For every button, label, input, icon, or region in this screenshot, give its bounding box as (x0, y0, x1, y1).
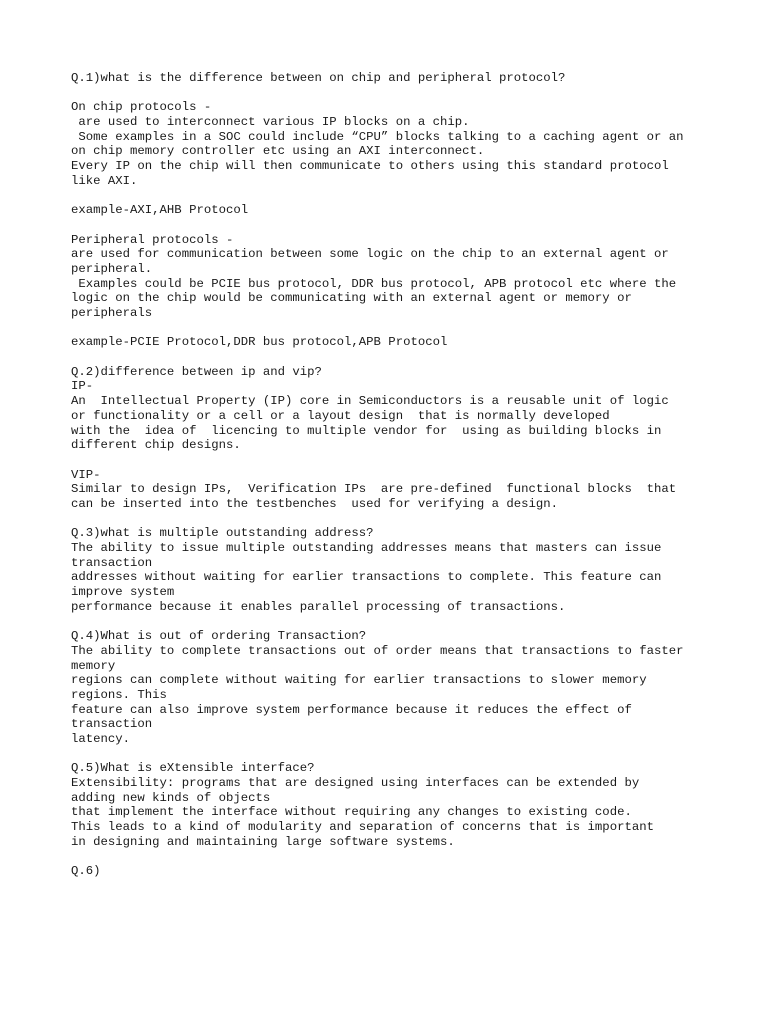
question-heading: Q.2)difference between ip and vip? (71, 364, 322, 379)
question-heading: Q.4)What is out of ordering Transaction? (71, 629, 367, 644)
text-line: with the idea of licencing to multiple vendor for using as building blocks in (71, 423, 662, 438)
blank-line (71, 86, 751, 101)
text-line: example-PCIE Protocol,DDR bus protocol,APB Protocol (71, 335, 448, 350)
text-line: logic on the chip would be communicating with an external agent or memory or (71, 291, 632, 306)
text-line: regions. This (71, 687, 167, 702)
text-line: This leads to a kind of modularity and separation of concerns that is important (71, 820, 654, 835)
text-line: improve system (71, 585, 175, 600)
text-line: adding new kinds of objects (71, 790, 271, 805)
text-line: memory (71, 658, 116, 673)
blank-line (71, 512, 751, 527)
text-line: are used for communication between some logic on the chip to an external agent or (71, 247, 669, 262)
text-line: or functionality or a cell or a layout design that is normally developed (71, 408, 610, 423)
text-line: The ability to complete transactions out of order means that transactions to faster (71, 643, 684, 658)
text-line: in designing and maintaining large software systems. (71, 834, 455, 849)
text-line: on chip memory controller etc using an AXI interconnect. (71, 144, 485, 159)
text-line: Peripheral protocols - (71, 232, 234, 247)
blank-line (71, 614, 751, 629)
text-line: peripherals (71, 306, 153, 320)
text-line: different chip designs. (71, 438, 241, 453)
text-line: Some examples in a SOC could include “CPU” blocks talking to a caching agent or an (71, 129, 684, 144)
text-line: feature can also improve system performance because it reduces the effect of (71, 702, 632, 717)
text-line: can be inserted into the testbenches used for verifying a design. (71, 496, 559, 511)
text-line: are used to interconnect various IP blocks on a chip. (71, 115, 470, 130)
text-line: On chip protocols - (71, 100, 212, 115)
text-line: performance because it enables parallel processing of transactions. (71, 599, 566, 614)
text-line: Examples could be PCIE bus protocol, DDR bus protocol, APB protocol etc where the (71, 276, 677, 291)
text-line: addresses without waiting for earlier transactions to complete. This feature can (71, 570, 662, 585)
blank-line (71, 218, 751, 233)
question-heading: Q.3)what is multiple outstanding address? (71, 526, 374, 541)
blank-line (71, 747, 751, 762)
text-line: VIP- (71, 467, 101, 482)
text-line: peripheral. (71, 261, 153, 276)
text-line: example-AXI,AHB Protocol (71, 203, 249, 218)
document-body (71, 71, 751, 879)
text-line: Similar to design IPs, Verification IPs are pre-defined functional blocks that (71, 482, 677, 497)
text-line: An Intellectual Property (IP) core in Semiconductors is a reusable unit of logic (71, 394, 669, 409)
text-line: Extensibility: programs that are designed using interfaces can be extended by (71, 776, 640, 790)
text-line: The ability to issue multiple outstanding addresses means that masters can issue (71, 541, 662, 555)
blank-line (71, 453, 751, 468)
text-line: latency. (71, 731, 131, 746)
blank-line (71, 189, 751, 204)
blank-line (71, 321, 751, 336)
question-heading: Q.6) (71, 864, 101, 879)
text-line: transaction (71, 717, 153, 732)
question-heading: Q.1)what is the difference between on chip and peripheral protocol? (71, 71, 566, 85)
text-line: like AXI. (71, 173, 138, 188)
text-line: IP- (71, 379, 94, 394)
text-line: regions can complete without waiting for earlier transactions to slower memory (71, 673, 647, 688)
blank-line (71, 350, 751, 365)
text-line: Every IP on the chip will then communicate to others using this standard protocol (71, 159, 669, 174)
blank-line (71, 849, 751, 864)
text-line: transaction (71, 555, 153, 570)
text-line: that implement the interface without requiring any changes to existing code. (71, 805, 632, 820)
question-heading: Q.5)What is eXtensible interface? (71, 761, 315, 776)
